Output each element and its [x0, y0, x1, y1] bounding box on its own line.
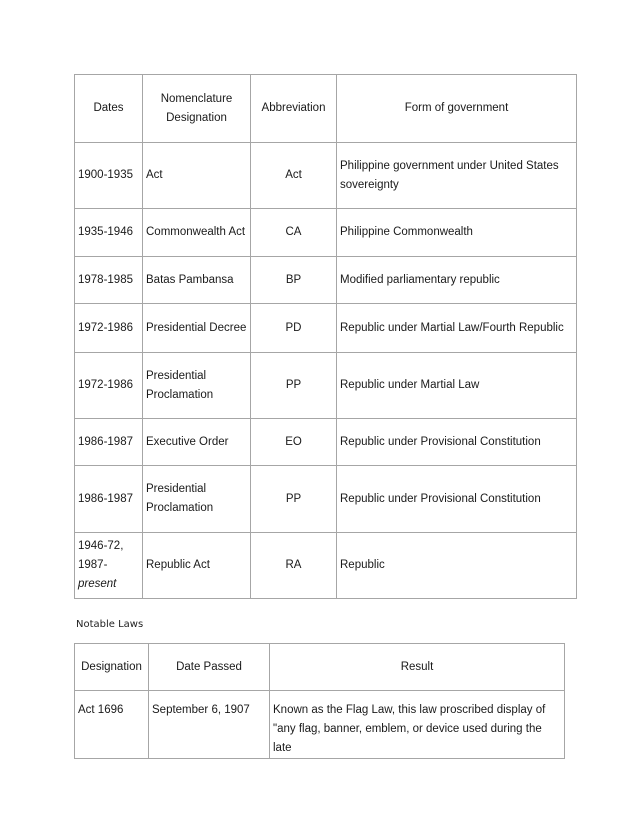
header-date-passed: Date Passed	[149, 644, 270, 691]
cell-dates	[75, 533, 143, 599]
header-dates: Dates	[75, 75, 143, 143]
cell-abbreviation: PP	[251, 353, 337, 419]
header-form: Form of government	[337, 75, 577, 143]
table-row	[75, 691, 565, 759]
cell-date-passed: September 6, 1907	[149, 691, 270, 759]
cell-dates: 1935-1946	[75, 209, 143, 257]
cell-abbreviation: CA	[251, 209, 337, 257]
cell-designation: Act 1696	[75, 691, 149, 759]
table-row	[75, 419, 577, 466]
cell-dates: 1972-1986	[75, 353, 143, 419]
cell-designation: Presidential Decree	[143, 304, 251, 353]
table-row	[75, 209, 577, 257]
cell-abbreviation: PP	[251, 466, 337, 533]
cell-designation: Act	[143, 143, 251, 209]
cell-form: Modified parliamentary republic	[337, 257, 577, 304]
cell-abbreviation: PD	[251, 304, 337, 353]
cell-dates: 1900-1935	[75, 143, 143, 209]
cell-form: Republic under Provisional Constitution	[337, 466, 577, 533]
notable-laws-table	[74, 643, 565, 759]
cell-form: Philippine Commonwealth	[337, 209, 577, 257]
cell-designation: Batas Pambansa	[143, 257, 251, 304]
cell-dates-line2-present: present	[78, 578, 117, 590]
cell-form: Republic under Martial Law	[337, 353, 577, 419]
table-row	[75, 304, 577, 353]
cell-form: Republic	[337, 533, 577, 599]
cell-abbreviation: Act	[251, 143, 337, 209]
cell-designation: Presidential Proclamation	[143, 466, 251, 533]
table-row	[75, 466, 577, 533]
cell-dates-line1: 1946-72,	[78, 540, 124, 552]
cell-designation: Executive Order	[143, 419, 251, 466]
cell-abbreviation: RA	[251, 533, 337, 599]
header-nomenclature-line2: Designation	[166, 111, 227, 124]
table-row	[75, 143, 577, 209]
cell-form: Republic under Martial Law/Fourth Republic	[337, 304, 577, 353]
cell-dates: 1978-1985	[75, 257, 143, 304]
cell-dates: 1972-1986	[75, 304, 143, 353]
cell-result: Known as the Flag Law, this law proscribed display of "any flag, banner, emblem, or device used during the late	[270, 691, 565, 759]
cell-designation: Presidential Proclamation	[143, 353, 251, 419]
table-row	[75, 257, 577, 304]
header-designation: Designation	[75, 644, 149, 691]
government-nomenclature-table	[74, 74, 577, 599]
header-result: Result	[270, 644, 565, 691]
header-abbreviation: Abbreviation	[251, 75, 337, 143]
cell-designation: Commonwealth Act	[143, 209, 251, 257]
header-nomenclature	[143, 75, 251, 143]
notable-laws-heading: Notable Laws	[76, 619, 144, 630]
header-nomenclature-line1: Nomenclature	[160, 92, 233, 105]
cell-designation: Republic Act	[143, 533, 251, 599]
table-header-row	[75, 644, 565, 691]
cell-abbreviation: EO	[251, 419, 337, 466]
cell-abbreviation: BP	[251, 257, 337, 304]
cell-form: Philippine government under United States sovereignty	[337, 143, 577, 209]
table-header-row	[75, 75, 577, 143]
cell-form: Republic under Provisional Constitution	[337, 419, 577, 466]
cell-dates: 1986-1987	[75, 466, 143, 533]
cell-dates: 1986-1987	[75, 419, 143, 466]
cell-dates-line2-prefix: 1987-	[78, 559, 108, 571]
table-row	[75, 353, 577, 419]
table-row	[75, 533, 577, 599]
